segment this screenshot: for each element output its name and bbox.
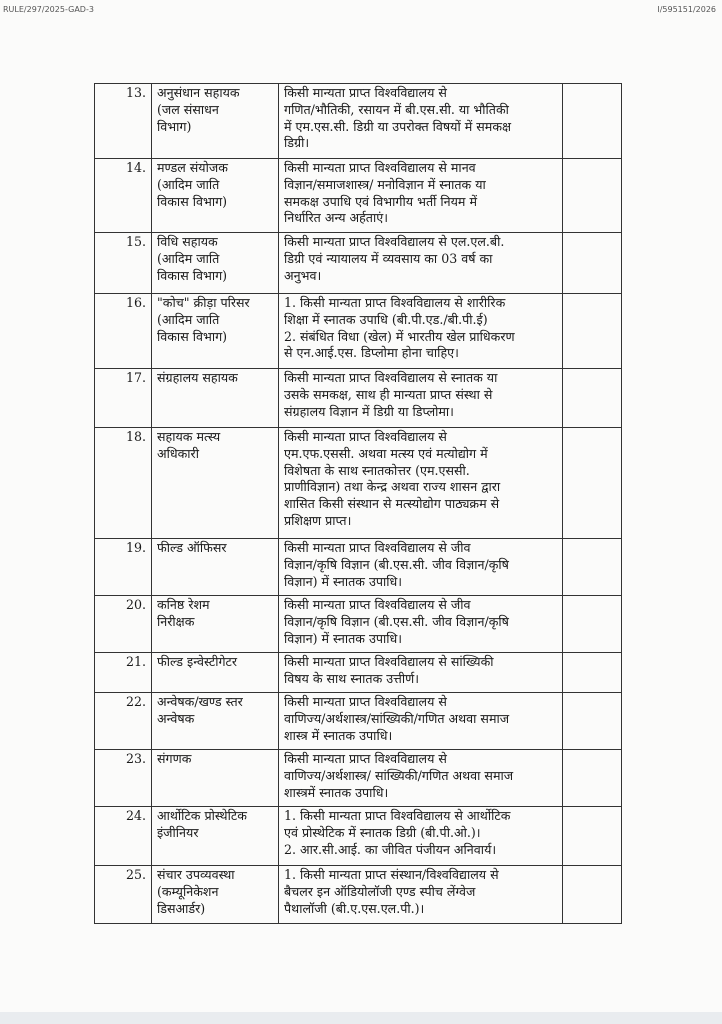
qualification-line: विशेषता के साथ स्नातकोत्तर (एम.एससी. — [284, 462, 470, 478]
qualification-line: 1. किसी मान्यता प्राप्त संस्थान/विश्वविद्यालय से — [284, 867, 499, 882]
qualification-line: किसी मान्यता प्राप्त विश्वविद्यालय से जीव — [284, 540, 471, 555]
post-name — [152, 750, 279, 807]
post-name-line: इंजीनियर — [157, 824, 199, 840]
qualification — [279, 369, 563, 428]
qualification-line: किसी मान्यता प्राप्त विश्वविद्यालय से सांख्यिकी — [284, 654, 494, 669]
qualification-line: शिक्षा में स्नातक उपाधि (बी.पी.एड./बी.पी.ई) — [284, 311, 488, 327]
qualification-line: विज्ञान) में स्नातक उपाधि। — [284, 630, 403, 646]
qualification-line: वाणिज्य/अर्थशास्त्र/सांख्यिकी/गणित अथवा समाज — [284, 710, 510, 726]
qualification — [279, 866, 563, 924]
serial-number: 24. — [95, 807, 152, 866]
serial-number: 18. — [95, 428, 152, 539]
post-name-line: विकास विभाग) — [157, 193, 228, 209]
qualification-line: विषय के साथ स्नातक उत्तीर्ण। — [284, 670, 420, 686]
post-name — [152, 159, 279, 233]
table-row — [95, 866, 622, 924]
qualification-line: शास्त्र में स्नातक उपाधि। — [284, 727, 393, 743]
serial-number: 16. — [95, 294, 152, 369]
post-name — [152, 653, 279, 693]
qualification — [279, 693, 563, 750]
post-name-line: फील्ड ऑफिसर — [157, 540, 227, 555]
qualification-line: किसी मान्यता प्राप्त विश्वविद्यालय से — [284, 85, 447, 100]
qualification-line: 1. किसी मान्यता प्राप्त विश्वविद्यालय से शारीरिक — [284, 295, 506, 310]
qualification-line: विज्ञान/कृषि विज्ञान (बी.एस.सी. जीव विज्ञान/कृषि — [284, 613, 509, 629]
qualification-table — [94, 83, 622, 924]
post-name-line: विकास विभाग) — [157, 267, 228, 283]
post-name — [152, 233, 279, 294]
post-name-line: अनुसंधान सहायक — [157, 85, 240, 100]
post-name-line: संग्रहालय सहायक — [157, 370, 238, 385]
qualification-line: 2. संबंधित विधा (खेल) में भारतीय खेल प्राधिकरण — [284, 328, 515, 344]
serial-number: 19. — [95, 539, 152, 596]
remarks-cell — [563, 750, 622, 807]
remarks-cell — [563, 159, 622, 233]
file-reference-right: I/595151/2026 — [657, 5, 716, 14]
file-reference-left: RULE/297/2025-GAD-3 — [3, 5, 94, 14]
qualification — [279, 807, 563, 866]
post-name-line: मण्डल संयोजक — [157, 160, 228, 175]
qualification — [279, 294, 563, 369]
qualification-line: डिग्री। — [284, 135, 310, 151]
post-name-line: आर्थोटिक प्रोस्थेटिक — [157, 808, 247, 823]
post-name — [152, 807, 279, 866]
qualification-line: किसी मान्यता प्राप्त विश्वविद्यालय से — [284, 429, 447, 444]
qualification-line: संग्रहालय विज्ञान में डिग्री या डिप्लोमा। — [284, 403, 454, 419]
serial-number: 23. — [95, 750, 152, 807]
serial-number: 17. — [95, 369, 152, 428]
qualification-line: अनुभव। — [284, 267, 322, 283]
post-name — [152, 866, 279, 924]
qualification — [279, 84, 563, 159]
remarks-cell — [563, 693, 622, 750]
post-name-line: डिसआर्डर) — [157, 900, 206, 916]
serial-number: 13. — [95, 84, 152, 159]
table-row — [95, 369, 622, 428]
qualification-line: प्रशिक्षण प्राप्त। — [284, 512, 352, 528]
table-row — [95, 84, 622, 159]
serial-number: 22. — [95, 693, 152, 750]
post-name-line: सहायक मत्स्य — [157, 429, 221, 444]
qualification-line: समकक्ष उपाधि एवं विभागीय भर्ती नियम में — [284, 193, 478, 209]
table-row — [95, 159, 622, 233]
qualification-line: विज्ञान/कृषि विज्ञान (बी.एस.सी. जीव विज्ञान/कृषि — [284, 556, 509, 572]
qualification-line: किसी मान्यता प्राप्त विश्वविद्यालय से — [284, 694, 447, 709]
qualification-line: किसी मान्यता प्राप्त विश्वविद्यालय से जीव — [284, 597, 471, 612]
table-row — [95, 750, 622, 807]
serial-number: 25. — [95, 866, 152, 924]
qualification — [279, 428, 563, 539]
post-name-line: संचार उपव्यवस्था — [157, 867, 235, 882]
post-name-line: (आदिम जाति — [157, 250, 220, 266]
remarks-cell — [563, 233, 622, 294]
qualification-line: से एन.आई.एस. डिप्लोमा होना चाहिए। — [284, 345, 459, 361]
qualification-line: किसी मान्यता प्राप्त विश्वविद्यालय से — [284, 751, 447, 766]
table-row — [95, 596, 622, 653]
qualification-line: निर्धारित अन्य अर्हताएं। — [284, 210, 388, 226]
post-name-line: (कम्यूनिकेशन — [157, 883, 219, 899]
table-body — [95, 84, 622, 924]
post-name-line: अन्वेषक — [157, 710, 195, 726]
post-name-line: विधि सहायक — [157, 234, 218, 249]
remarks-cell — [563, 84, 622, 159]
qualification — [279, 653, 563, 693]
bottom-edge — [0, 1012, 722, 1024]
table-row — [95, 807, 622, 866]
serial-number: 15. — [95, 233, 152, 294]
serial-number: 21. — [95, 653, 152, 693]
post-name-line: संगणक — [157, 751, 192, 766]
qualification-line: शास्त्रमें स्नातक उपाधि। — [284, 784, 389, 800]
qualification-line: 2. आर.सी.आई. का जीवित पंजीयन अनिवार्य। — [284, 841, 497, 857]
qualification-line: पैथालॉजी (बी.ए.एस.एल.पी.)। — [284, 900, 425, 916]
qualification-line: एम.एफ.एससी. अथवा मत्स्य एवं मत्योद्योग में — [284, 445, 488, 461]
table-row — [95, 539, 622, 596]
table-row — [95, 233, 622, 294]
post-name-line: अन्वेषक/खण्ड स्तर — [157, 694, 243, 709]
table-row — [95, 693, 622, 750]
qualification-line: 1. किसी मान्यता प्राप्त विश्वविद्यालय से आर्थोटिक — [284, 808, 511, 823]
post-name-line: विभाग) — [157, 118, 192, 134]
qualification-line: शासित किसी संस्थान से मत्स्योद्योग पाठ्यक्रम से — [284, 496, 500, 512]
post-name — [152, 539, 279, 596]
qualification — [279, 159, 563, 233]
post-name — [152, 693, 279, 750]
qualification-line: डिग्री एवं न्यायालय में व्यवसाय का 03 वर्ष का — [284, 250, 493, 266]
qualification-line: किसी मान्यता प्राप्त विश्वविद्यालय से स्नातक या — [284, 370, 498, 385]
table-row — [95, 653, 622, 693]
post-name-line: फील्ड इन्वेस्टीगेटर — [157, 654, 238, 669]
qualification-line: एवं प्रोस्थेटिक में स्नातक डिग्री (बी.पी.ओ.)। — [284, 824, 481, 840]
remarks-cell — [563, 428, 622, 539]
qualification-line: वाणिज्य/अर्थशास्त्र/ सांख्यिकी/गणित अथवा समाज — [284, 767, 514, 783]
qualification-line: बैचलर इन ऑडियोलॉजी एण्ड स्पीच लेंग्वेज — [284, 883, 476, 899]
post-name-line: विकास विभाग) — [157, 328, 228, 344]
remarks-cell — [563, 807, 622, 866]
remarks-cell — [563, 294, 622, 369]
post-name — [152, 369, 279, 428]
post-name-line: कनिष्ठ रेशम — [157, 597, 210, 612]
remarks-cell — [563, 539, 622, 596]
post-name-line: अधिकारी — [157, 445, 199, 461]
qualification-line: किसी मान्यता प्राप्त विश्वविद्यालय से एल.एल.बी. — [284, 234, 505, 249]
post-name-line: "कोच" क्रीड़ा परिसर — [157, 295, 250, 310]
post-name-line: (जल संसाधन — [157, 101, 219, 117]
post-name-line: (आदिम जाति — [157, 311, 220, 327]
qualification — [279, 233, 563, 294]
post-name — [152, 84, 279, 159]
remarks-cell — [563, 596, 622, 653]
table-row — [95, 428, 622, 539]
qualification-line: गणित/भौतिकी, रसायन में बी.एस.सी. या भौतिकी — [284, 101, 509, 117]
qualification — [279, 596, 563, 653]
qualification-line: किसी मान्यता प्राप्त विश्वविद्यालय से मानव — [284, 160, 476, 175]
remarks-cell — [563, 653, 622, 693]
post-name-line: (आदिम जाति — [157, 176, 220, 192]
remarks-cell — [563, 866, 622, 924]
table-row — [95, 294, 622, 369]
qualification-line: में एम.एस.सी. डिग्री या उपरोक्त विषयों में समकक्ष — [284, 118, 512, 134]
post-name-line: निरीक्षक — [157, 613, 195, 629]
qualification — [279, 750, 563, 807]
qualification-line: विज्ञान/समाजशास्त्र/ मनोविज्ञान में स्नातक या — [284, 176, 486, 192]
qualification-line: उसके समकक्ष, साथ ही मान्यता प्राप्त संस्था से — [284, 386, 493, 402]
post-name — [152, 294, 279, 369]
serial-number: 20. — [95, 596, 152, 653]
remarks-cell — [563, 369, 622, 428]
post-name — [152, 596, 279, 653]
qualification-line: प्राणीविज्ञान) तथा केन्द्र अथवा राज्य शासन द्वारा — [284, 479, 501, 495]
qualification-line: विज्ञान) में स्नातक उपाधि। — [284, 573, 403, 589]
post-name — [152, 428, 279, 539]
qualification — [279, 539, 563, 596]
serial-number: 14. — [95, 159, 152, 233]
